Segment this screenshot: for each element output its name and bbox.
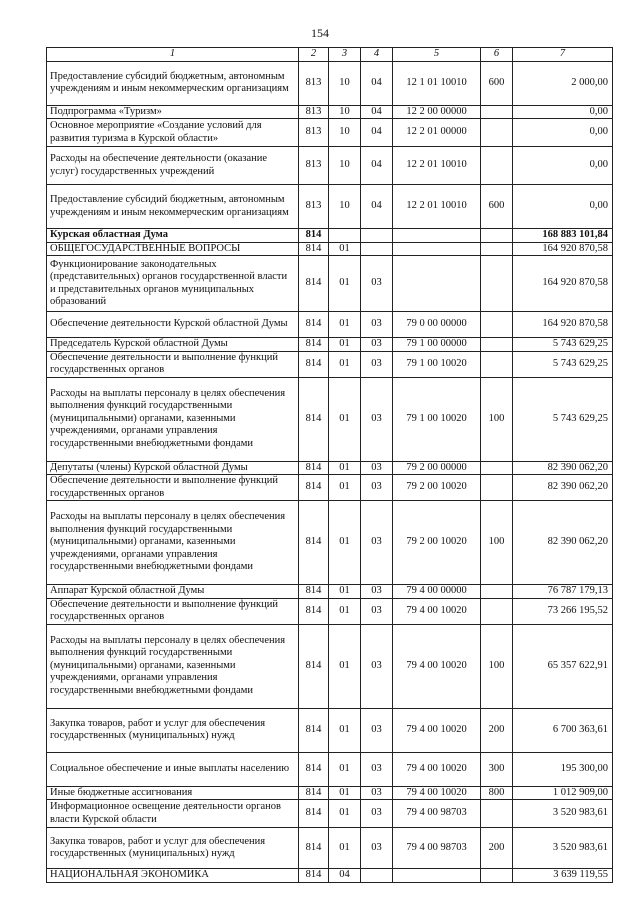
- table-row: [47, 800, 613, 828]
- amount: 73 266 195,52: [513, 598, 613, 624]
- expense-type: 200: [481, 828, 513, 869]
- section-code: 01: [329, 800, 361, 828]
- table-row: [47, 242, 613, 256]
- amount: 76 787 179,13: [513, 585, 613, 599]
- target-article: 12 2 01 10010: [393, 147, 481, 185]
- section-code: 01: [329, 501, 361, 585]
- table-row: [47, 828, 613, 869]
- target-article: 79 1 00 10020: [393, 351, 481, 377]
- subsection-code: [361, 229, 393, 243]
- target-article: 12 2 01 00000: [393, 119, 481, 147]
- table-row: [47, 119, 613, 147]
- amount: 82 390 062,20: [513, 461, 613, 475]
- item-name: Закупка товаров, работ и услуг для обеспечения государственных (муниципальных) нужд: [47, 828, 299, 869]
- amount: 2 000,00: [513, 61, 613, 105]
- ministry-code: 813: [299, 119, 329, 147]
- target-article: 79 4 00 98703: [393, 828, 481, 869]
- subsection-code: 04: [361, 61, 393, 105]
- subsection-code: 03: [361, 800, 393, 828]
- amount: 5 743 629,25: [513, 338, 613, 352]
- subsection-code: [361, 869, 393, 883]
- subsection-code: 04: [361, 105, 393, 119]
- target-article: 79 2 00 00000: [393, 461, 481, 475]
- item-name: Аппарат Курской областной Думы: [47, 585, 299, 599]
- section-code: 01: [329, 475, 361, 501]
- amount: 6 700 363,61: [513, 708, 613, 752]
- subsection-code: 03: [361, 598, 393, 624]
- amount: 82 390 062,20: [513, 501, 613, 585]
- table-row: [47, 501, 613, 585]
- target-article: 79 2 00 10020: [393, 475, 481, 501]
- table-row: [47, 786, 613, 800]
- amount: 1 012 909,00: [513, 786, 613, 800]
- section-code: 01: [329, 708, 361, 752]
- target-article: 79 4 00 10020: [393, 708, 481, 752]
- subsection-code: 03: [361, 338, 393, 352]
- target-article: 79 1 00 00000: [393, 338, 481, 352]
- item-name: Обеспечение деятельности и выполнение функций государственных органов: [47, 598, 299, 624]
- target-article: 79 2 00 10020: [393, 501, 481, 585]
- item-name: Социальное обеспечение и иные выплаты населению: [47, 752, 299, 786]
- target-article: 79 4 00 00000: [393, 585, 481, 599]
- expense-type: [481, 475, 513, 501]
- ministry-code: 814: [299, 708, 329, 752]
- ministry-code: 814: [299, 377, 329, 461]
- section-code: 01: [329, 461, 361, 475]
- expense-type: [481, 229, 513, 243]
- subsection-code: 03: [361, 461, 393, 475]
- section-code: 10: [329, 185, 361, 229]
- ministry-code: 814: [299, 475, 329, 501]
- target-article: 12 2 01 10010: [393, 185, 481, 229]
- item-name: Расходы на выплаты персоналу в целях обеспечения выполнения функций государственными (муниципальными) органами, казенными учреждениями, органами управления государственными внебюджетными фондами: [47, 501, 299, 585]
- section-code: 10: [329, 61, 361, 105]
- ministry-code: 813: [299, 61, 329, 105]
- item-name: Иные бюджетные ассигнования: [47, 786, 299, 800]
- item-name: Предоставление субсидий бюджетным, автономным учреждениям и иным некоммерческим организациям: [47, 185, 299, 229]
- expense-type: 100: [481, 501, 513, 585]
- section-code: 10: [329, 105, 361, 119]
- amount: 3 639 119,55: [513, 869, 613, 883]
- subsection-code: 03: [361, 256, 393, 312]
- target-article: [393, 869, 481, 883]
- table-row: [47, 229, 613, 243]
- section-code: [329, 229, 361, 243]
- section-code: 10: [329, 147, 361, 185]
- section-code: 01: [329, 242, 361, 256]
- ministry-code: 814: [299, 229, 329, 243]
- expense-type: 600: [481, 61, 513, 105]
- expense-type: [481, 585, 513, 599]
- ministry-code: 813: [299, 147, 329, 185]
- item-name: Предоставление субсидий бюджетным, автономным учреждениям и иным некоммерческим организациям: [47, 61, 299, 105]
- expense-type: [481, 256, 513, 312]
- section-code: 01: [329, 585, 361, 599]
- item-name: Функционирование законодательных (представительных) органов государственной власти и представительных органов муниципальных образований: [47, 256, 299, 312]
- item-name: Расходы на выплаты персоналу в целях обеспечения выполнения функций государственными (муниципальными) органами, казенными учреждениями, органами управления государственными внебюджетными фондами: [47, 624, 299, 708]
- ministry-code: 813: [299, 185, 329, 229]
- expense-type: 100: [481, 624, 513, 708]
- expense-type: 300: [481, 752, 513, 786]
- header-cell: 2: [299, 48, 329, 62]
- subsection-code: 04: [361, 185, 393, 229]
- item-name: Председатель Курской областной Думы: [47, 338, 299, 352]
- subsection-code: 03: [361, 752, 393, 786]
- section-code: 04: [329, 869, 361, 883]
- ministry-code: 814: [299, 828, 329, 869]
- table-row: [47, 147, 613, 185]
- table-row: [47, 105, 613, 119]
- ministry-code: 814: [299, 338, 329, 352]
- subsection-code: 04: [361, 119, 393, 147]
- amount: 5 743 629,25: [513, 351, 613, 377]
- section-code: 01: [329, 256, 361, 312]
- item-name: Подпрограмма «Туризм»: [47, 105, 299, 119]
- ministry-code: 814: [299, 752, 329, 786]
- amount: 164 920 870,58: [513, 256, 613, 312]
- target-article: [393, 256, 481, 312]
- table-row: [47, 338, 613, 352]
- subsection-code: 03: [361, 708, 393, 752]
- subsection-code: [361, 242, 393, 256]
- section-code: 01: [329, 598, 361, 624]
- table-row: [47, 377, 613, 461]
- section-code: 10: [329, 119, 361, 147]
- section-code: 01: [329, 312, 361, 338]
- item-name: Депутаты (члены) Курской областной Думы: [47, 461, 299, 475]
- item-name: ОБЩЕГОСУДАРСТВЕННЫЕ ВОПРОСЫ: [47, 242, 299, 256]
- ministry-code: 814: [299, 800, 329, 828]
- section-code: 01: [329, 351, 361, 377]
- expense-type: [481, 312, 513, 338]
- subsection-code: 04: [361, 147, 393, 185]
- target-article: 79 4 00 10020: [393, 624, 481, 708]
- subsection-code: 03: [361, 828, 393, 869]
- expense-type: [481, 351, 513, 377]
- ministry-code: 814: [299, 256, 329, 312]
- table-row: [47, 869, 613, 883]
- item-name: Обеспечение деятельности Курской областной Думы: [47, 312, 299, 338]
- expense-type: [481, 119, 513, 147]
- section-code: 01: [329, 338, 361, 352]
- item-name: Закупка товаров, работ и услуг для обеспечения государственных (муниципальных) нужд: [47, 708, 299, 752]
- target-article: 79 0 00 00000: [393, 312, 481, 338]
- header-cell: 4: [361, 48, 393, 62]
- section-code: 01: [329, 624, 361, 708]
- table-row: [47, 256, 613, 312]
- amount: 0,00: [513, 119, 613, 147]
- subsection-code: 03: [361, 501, 393, 585]
- target-article: 79 4 00 10020: [393, 752, 481, 786]
- amount: 3 520 983,61: [513, 828, 613, 869]
- subsection-code: 03: [361, 475, 393, 501]
- ministry-code: 814: [299, 461, 329, 475]
- target-article: [393, 229, 481, 243]
- target-article: 79 4 00 98703: [393, 800, 481, 828]
- item-name: Расходы на выплаты персоналу в целях обеспечения выполнения функций государственными (муниципальными) органами, казенными учреждениями, органами управления государственными внебюджетными фондами: [47, 377, 299, 461]
- header-cell: 5: [393, 48, 481, 62]
- item-name: Обеспечение деятельности и выполнение функций государственных органов: [47, 475, 299, 501]
- budget-table: [46, 47, 613, 883]
- expense-type: [481, 800, 513, 828]
- item-name: НАЦИОНАЛЬНАЯ ЭКОНОМИКА: [47, 869, 299, 883]
- header-cell: 3: [329, 48, 361, 62]
- ministry-code: 814: [299, 786, 329, 800]
- table-row: [47, 461, 613, 475]
- ministry-code: 813: [299, 105, 329, 119]
- ministry-code: 814: [299, 869, 329, 883]
- target-article: [393, 242, 481, 256]
- table-row: [47, 185, 613, 229]
- subsection-code: 03: [361, 786, 393, 800]
- ministry-code: 814: [299, 598, 329, 624]
- table-row: [47, 312, 613, 338]
- table-row: [47, 351, 613, 377]
- expense-type: [481, 242, 513, 256]
- subsection-code: 03: [361, 624, 393, 708]
- amount: 0,00: [513, 185, 613, 229]
- item-name: Курская областная Дума: [47, 229, 299, 243]
- target-article: 79 1 00 10020: [393, 377, 481, 461]
- ministry-code: 814: [299, 351, 329, 377]
- amount: 168 883 101,84: [513, 229, 613, 243]
- expense-type: [481, 461, 513, 475]
- amount: 3 520 983,61: [513, 800, 613, 828]
- target-article: 79 4 00 10020: [393, 598, 481, 624]
- header-row: [47, 48, 613, 62]
- amount: 0,00: [513, 147, 613, 185]
- target-article: 12 1 01 10010: [393, 61, 481, 105]
- ministry-code: 814: [299, 242, 329, 256]
- expense-type: 100: [481, 377, 513, 461]
- table-row: [47, 624, 613, 708]
- ministry-code: 814: [299, 312, 329, 338]
- expense-type: [481, 338, 513, 352]
- amount: 65 357 622,91: [513, 624, 613, 708]
- section-code: 01: [329, 752, 361, 786]
- amount: 195 300,00: [513, 752, 613, 786]
- ministry-code: 814: [299, 501, 329, 585]
- table-row: [47, 585, 613, 599]
- subsection-code: 03: [361, 351, 393, 377]
- page-number: 154: [311, 26, 329, 40]
- section-code: 01: [329, 828, 361, 869]
- amount: 164 920 870,58: [513, 312, 613, 338]
- ministry-code: 814: [299, 624, 329, 708]
- expense-type: [481, 598, 513, 624]
- section-code: 01: [329, 786, 361, 800]
- amount: 164 920 870,58: [513, 242, 613, 256]
- item-name: Обеспечение деятельности и выполнение функций государственных органов: [47, 351, 299, 377]
- target-article: 12 2 00 00000: [393, 105, 481, 119]
- subsection-code: 03: [361, 377, 393, 461]
- expense-type: [481, 147, 513, 185]
- table-row: [47, 708, 613, 752]
- table-row: [47, 598, 613, 624]
- table-row: [47, 61, 613, 105]
- amount: 82 390 062,20: [513, 475, 613, 501]
- item-name: Расходы на обеспечение деятельности (оказание услуг) государственных учреждений: [47, 147, 299, 185]
- expense-type: [481, 105, 513, 119]
- target-article: 79 4 00 10020: [393, 786, 481, 800]
- table-row: [47, 475, 613, 501]
- expense-type: 200: [481, 708, 513, 752]
- table-row: [47, 752, 613, 786]
- header-cell: 1: [47, 48, 299, 62]
- section-code: 01: [329, 377, 361, 461]
- header-cell: 6: [481, 48, 513, 62]
- header-cell: 7: [513, 48, 613, 62]
- amount: 0,00: [513, 105, 613, 119]
- ministry-code: 814: [299, 585, 329, 599]
- item-name: Основное мероприятие «Создание условий для развития туризма в Курской области»: [47, 119, 299, 147]
- item-name: Информационное освещение деятельности органов власти Курской области: [47, 800, 299, 828]
- subsection-code: 03: [361, 312, 393, 338]
- subsection-code: 03: [361, 585, 393, 599]
- expense-type: [481, 869, 513, 883]
- expense-type: 600: [481, 185, 513, 229]
- expense-type: 800: [481, 786, 513, 800]
- amount: 5 743 629,25: [513, 377, 613, 461]
